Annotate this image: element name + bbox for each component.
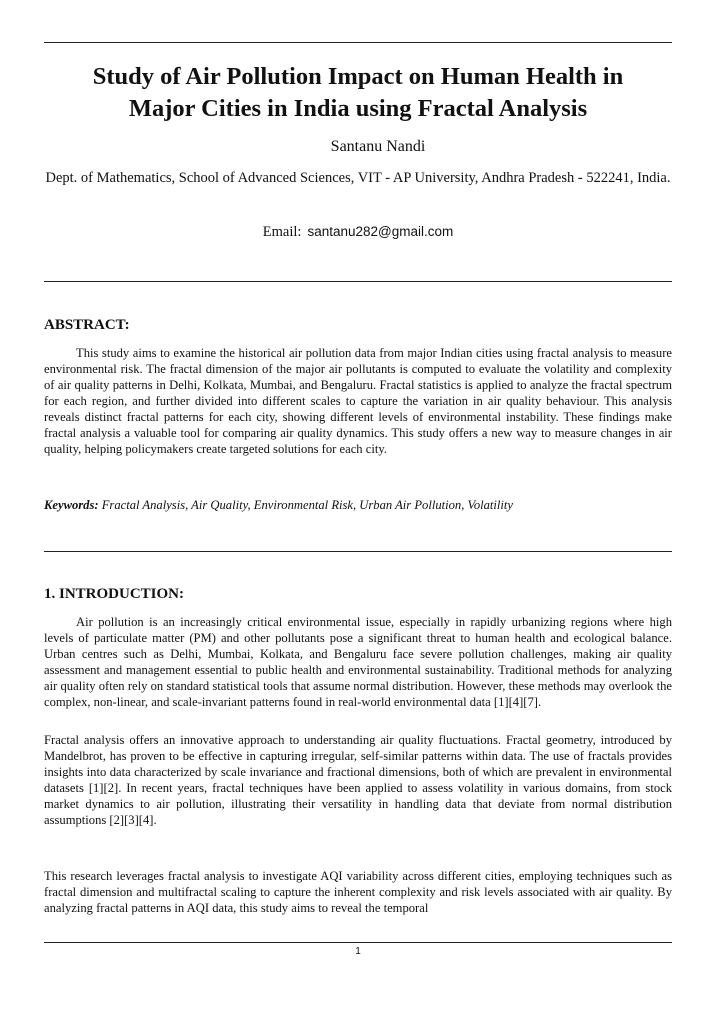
email-line <box>44 222 672 242</box>
keywords-list: Fractal Analysis, Air Quality, Environmental Risk, Urban Air Pollution, Volatility <box>101 498 513 512</box>
email-address: santanu282@gmail.com <box>307 224 454 239</box>
top-rule <box>44 42 672 43</box>
intro-paragraph-2: Fractal analysis offers an innovative approach to understanding air quality fluctuations. Fractal geometry, introduced by Mandelbrot, has proven to be effective in capturing irregular, self-similar patterns within data. The use of fractals provides insights into data characterized by scale invariance and fractional dimensions, both of which are prevalent in environmental datasets [1][2]. In recent years, fractal techniques have been applied to assess volatility in various domains, from stock market dynamics to air pollution, illustrating their versatility in handling data that deviate from normal distribution assumptions [2][3][4]. <box>44 733 672 827</box>
email-label: Email: <box>262 224 302 240</box>
author-name: Santanu Nandi <box>330 138 426 155</box>
title-line-1: Study of Air Pollution Impact on Human Health in <box>92 63 624 90</box>
author-line <box>44 137 672 157</box>
keywords-label: Keywords: <box>44 498 99 512</box>
intro-paragraph-3: This research leverages fractal analysis to investigate AQI variability across different cities, employing techniques such as fractal dimension and multifractal scaling to capture the inherent complexity and risk levels associated with air quality. By analyzing fractal patterns in AQI data, this study aims to reveal the temporal <box>44 869 672 915</box>
paper-title <box>44 61 672 125</box>
abstract-bottom-rule <box>44 551 672 552</box>
header-bottom-rule <box>44 281 672 282</box>
paper-page <box>44 0 672 1019</box>
title-line-2: Major Cities in India using Fractal Analysis <box>128 95 588 122</box>
affiliation: Dept. of Mathematics, School of Advanced Sciences, VIT - AP University, Andhra Pradesh - 522241, India. <box>45 170 671 186</box>
intro-paragraph-1: Air pollution is an increasingly critical environmental issue, especially in rapidly urbanizing regions where high levels of particulate matter (PM) and other pollutants pose a significant threat to human health and ecological balance. Urban centres such as Delhi, Mumbai, Kolkata, and Bengaluru face severe pollution challenges, making air quality assessment and management essential to public health and environmental sustainability. Traditional methods for analyzing air quality often rely on standard statistical tools that assume normal distribution. However, these methods may overlook the complex, non-linear, and scale-invariant patterns found in real-world environmental data [1][4][7]. <box>44 615 672 709</box>
introduction-heading: 1. INTRODUCTION: <box>44 586 185 602</box>
page-number: 1 <box>355 946 361 957</box>
keywords-line <box>44 497 672 513</box>
footer-rule <box>44 942 672 943</box>
abstract-heading: ABSTRACT: <box>44 317 130 333</box>
abstract-text: This study aims to examine the historical air pollution data from major Indian cities using fractal analysis to measure environmental risk. The fractal dimension of the major air pollutants is computed to evaluate the volatility and complexity of air quality patterns in Delhi, Kolkata, Mumbai, and Bengaluru. Fractal statistics is applied to analyze the fractal spectrum for each region, and further divided into different scales to capture the variation in air quality behaviour. This analysis reveals distinct fractal patterns for each city, showing different levels of environmental instability. These findings make fractal analysis a valuable tool for comparing air quality dynamics. This study offers a new way to measure changes in air quality, helping policymakers create targeted solutions for each city. <box>44 346 672 456</box>
